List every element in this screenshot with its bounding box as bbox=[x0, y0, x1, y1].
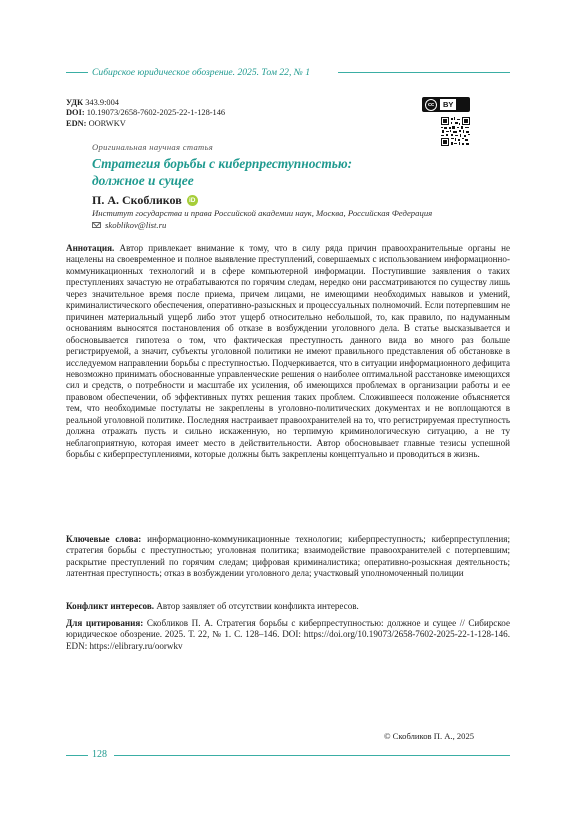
doi-value: 10.19073/2658-7602-2025-22-1-128-146 bbox=[86, 108, 226, 118]
affiliation: Институт государства и права Российской академии наук, Москва, Российская Федерация bbox=[92, 208, 433, 218]
qr-code-icon[interactable] bbox=[441, 117, 470, 146]
udc-value: 343.9:004 bbox=[85, 98, 119, 107]
orcid-icon[interactable]: iD bbox=[187, 195, 198, 206]
cc-icon: cc bbox=[425, 99, 437, 111]
author-name: П. А. Скобликов bbox=[92, 193, 182, 207]
article-title bbox=[92, 155, 452, 189]
envelope-icon bbox=[92, 222, 101, 228]
footer-rule-right bbox=[114, 755, 510, 756]
title-line-1: Стратегия борьбы с киберпреступностью: bbox=[92, 156, 353, 171]
doi-line[interactable]: DOI: 10.19073/2658-7602-2025-22-1-128-146 bbox=[66, 108, 226, 118]
abstract bbox=[66, 243, 510, 461]
abstract-text: Автор привлекает внимание к тому, что в силу ряда причин правоохранительные органы не нацелены на своевременное и полное выявление преступлений, совершаемых с использованием информационно-коммуникационных технологий и в сфере компьютерной информации. Поступившие заявления о таких преступлениях зачастую не отрабатываются по горячим следам, нередко они рассматриваются по существу лишь через значительное время после приема, причем лицами, не имеющими необходимых навыков и умений, криминалистического обеспечения, оперативно-разыскных и процессуальных полномочий. Если потерпевшим не причинен материальный ущерб либо этот ущерб относительно небольшой, то, как правило, по надуманным основаниям выносятся постановления об отказе в возбуждении уголовного дела. В статье высказывается и обосновывается гипотеза о том, что фактическая преступность данного вида во много раз больше регистрируемой, а значит, субъекты уголовной политики не имеют правильного представления об обстановке в исследуемом направлении борьбы с преступностью. Подчеркивается, что в ситуации информационного дефицита невозможно принимать обоснованные управленческие решения о наиболее оптимальной расстановке имеющихся сил и средств, о потребности и масштабе их усиления, об имеющихся проблемах в организации работы и ее правовом обеспечении, об эффективных путях решения таких проблем. Сложившееся положение объясняется тем, что необходимые постулаты не закреплены в уголовно-политических документах и не воплощаются в реальной уголовной политике. Последняя настраивает правоохранителей на то, что регистрируемая преступность должна отражать пусть и сильно искаженную, но терпимую криминологическую ситуацию, а не ту неблагоприятную, которая имеет место в действительности. Автор обосновывает главные тезисы успешной борьбы с киберпреступлениями, которые должны быть закреплены концептуально и проводиться в жизнь. bbox=[66, 243, 510, 460]
page-number: 128 bbox=[92, 749, 107, 760]
article-type: Оригинальная научная статья bbox=[92, 142, 214, 152]
title-line-2: должное и сущее bbox=[92, 173, 194, 188]
edn-value: OORWKV bbox=[88, 118, 126, 128]
keywords-text: информационно-коммуникационные технологии; киберпреступность; киберпреступления; стратегия борьбы с преступностью; уголовная политика; взаимодействие правоохранителей с потерпевшим; раскрытие преступлений по горячим следам; цифровая криминалистика; оперативно-розыскная деятельность; латентная преступность; отказ в возбуждении уголовного дела; участковый уполномоченный полиции bbox=[66, 534, 510, 579]
citation-label: Для цитирования: bbox=[66, 618, 144, 628]
conflict-of-interest bbox=[66, 601, 510, 612]
citation-text: Скобликов П. А. Стратегия борьбы с киберпреступностью: должное и сущее // Сибирское юридическое обозрение. 2025. Т. 22, № 1. С. 128–146. DOI: https://doi.org/10.19073/2658-7602-2025-22-1-128-146. EDN: https://elibrary.ru/oorwkv bbox=[66, 618, 510, 651]
journal-running-head: Сибирское юридическое обозрение. 2025. Том 22, № 1 bbox=[92, 67, 311, 78]
edn-line: EDN: OORWKV bbox=[66, 118, 126, 128]
udc-line: УДК 343.9:004 bbox=[66, 98, 119, 107]
by-icon: BY bbox=[440, 99, 456, 110]
keywords-label: Ключевые слова: bbox=[66, 534, 142, 544]
keywords bbox=[66, 534, 510, 580]
author-line bbox=[92, 193, 198, 208]
cc-by-license-badge[interactable] bbox=[422, 97, 470, 112]
article-meta bbox=[66, 98, 225, 129]
header-rule-left bbox=[66, 72, 88, 73]
email-link[interactable]: skoblikov@list.ru bbox=[105, 220, 167, 230]
conflict-label: Конфликт интересов. bbox=[66, 601, 155, 611]
citation bbox=[66, 618, 510, 652]
copyright: © Скобликов П. А., 2025 bbox=[384, 731, 475, 741]
footer-rule-left bbox=[66, 755, 88, 756]
email-line bbox=[92, 220, 166, 230]
abstract-label: Аннотация. bbox=[66, 243, 115, 253]
conflict-text: Автор заявляет об отсутствии конфликта интересов. bbox=[156, 601, 359, 611]
header-rule-right bbox=[338, 72, 510, 73]
